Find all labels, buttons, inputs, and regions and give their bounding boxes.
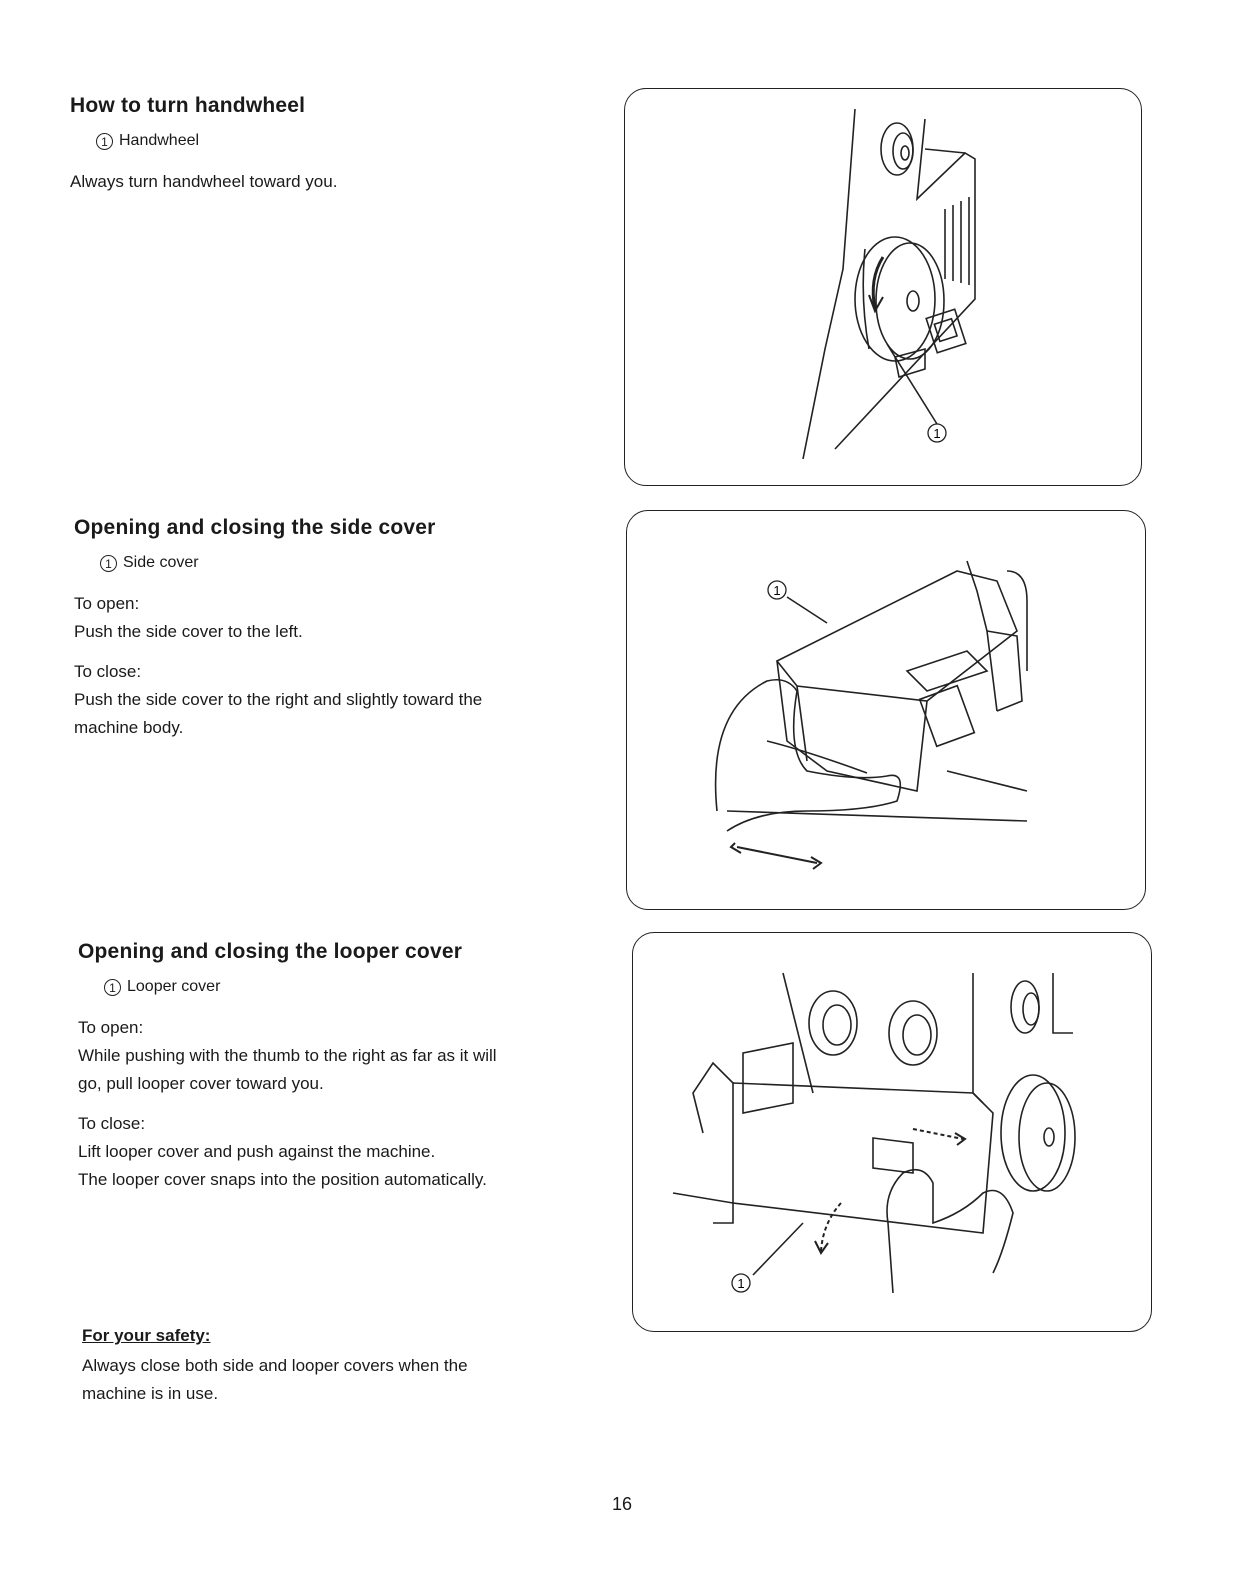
side-cover-close-text-2: machine body.	[74, 718, 184, 737]
looper-cover-close-text-1: Lift looper cover and push against the machine.	[78, 1142, 436, 1161]
safety-text-1: Always close both side and looper covers when the	[82, 1356, 468, 1375]
callout-number: 1	[104, 979, 121, 996]
side-cover-figure	[626, 510, 1146, 910]
page-number: 16	[611, 1494, 633, 1514]
figure-callout-label: 1	[773, 583, 781, 598]
looper-cover-open-text-2: go, pull looper cover toward you.	[78, 1074, 324, 1093]
looper-cover-close-text-2: The looper cover snaps into the position automatically.	[78, 1170, 487, 1189]
callout-label: Looper cover	[127, 978, 221, 995]
looper-cover-illustration	[633, 933, 1151, 1331]
figure-callout-label: 1	[933, 426, 941, 441]
side-cover-open-title: To open:	[74, 594, 140, 613]
handwheel-illustration	[625, 89, 1141, 485]
callout-label: Handwheel	[119, 132, 200, 149]
side-cover-callout	[100, 554, 604, 572]
looper-cover-section	[78, 940, 608, 1194]
side-cover-illustration	[627, 511, 1145, 909]
looper-cover-open-title: To open:	[78, 1018, 144, 1037]
looper-cover-figure	[632, 932, 1152, 1332]
safety-title: For your safety:	[82, 1326, 211, 1345]
looper-cover-callout	[104, 978, 608, 996]
side-cover-heading: Opening and closing the side cover	[74, 516, 436, 539]
looper-cover-heading: Opening and closing the looper cover	[78, 940, 463, 963]
side-cover-close-title: To close:	[74, 662, 142, 681]
safety-section	[82, 1326, 602, 1408]
safety-text-2: machine is in use.	[82, 1384, 219, 1403]
handwheel-instruction: Always turn handwheel toward you.	[70, 172, 338, 191]
handwheel-figure	[624, 88, 1142, 486]
handwheel-heading: How to turn handwheel	[70, 94, 306, 117]
figure-callout-label: 1	[737, 1276, 745, 1291]
callout-number: 1	[100, 555, 117, 572]
side-cover-open-text: Push the side cover to the left.	[74, 622, 303, 641]
callout-label: Side cover	[123, 554, 199, 571]
side-cover-section	[74, 516, 604, 742]
handwheel-callout	[96, 132, 590, 150]
looper-cover-close-title: To close:	[78, 1114, 146, 1133]
side-cover-close-text-1: Push the side cover to the right and slightly toward the	[74, 690, 483, 709]
callout-number: 1	[96, 133, 113, 150]
looper-cover-open-text-1: While pushing with the thumb to the right as far as it will	[78, 1046, 497, 1065]
handwheel-section	[70, 94, 590, 196]
